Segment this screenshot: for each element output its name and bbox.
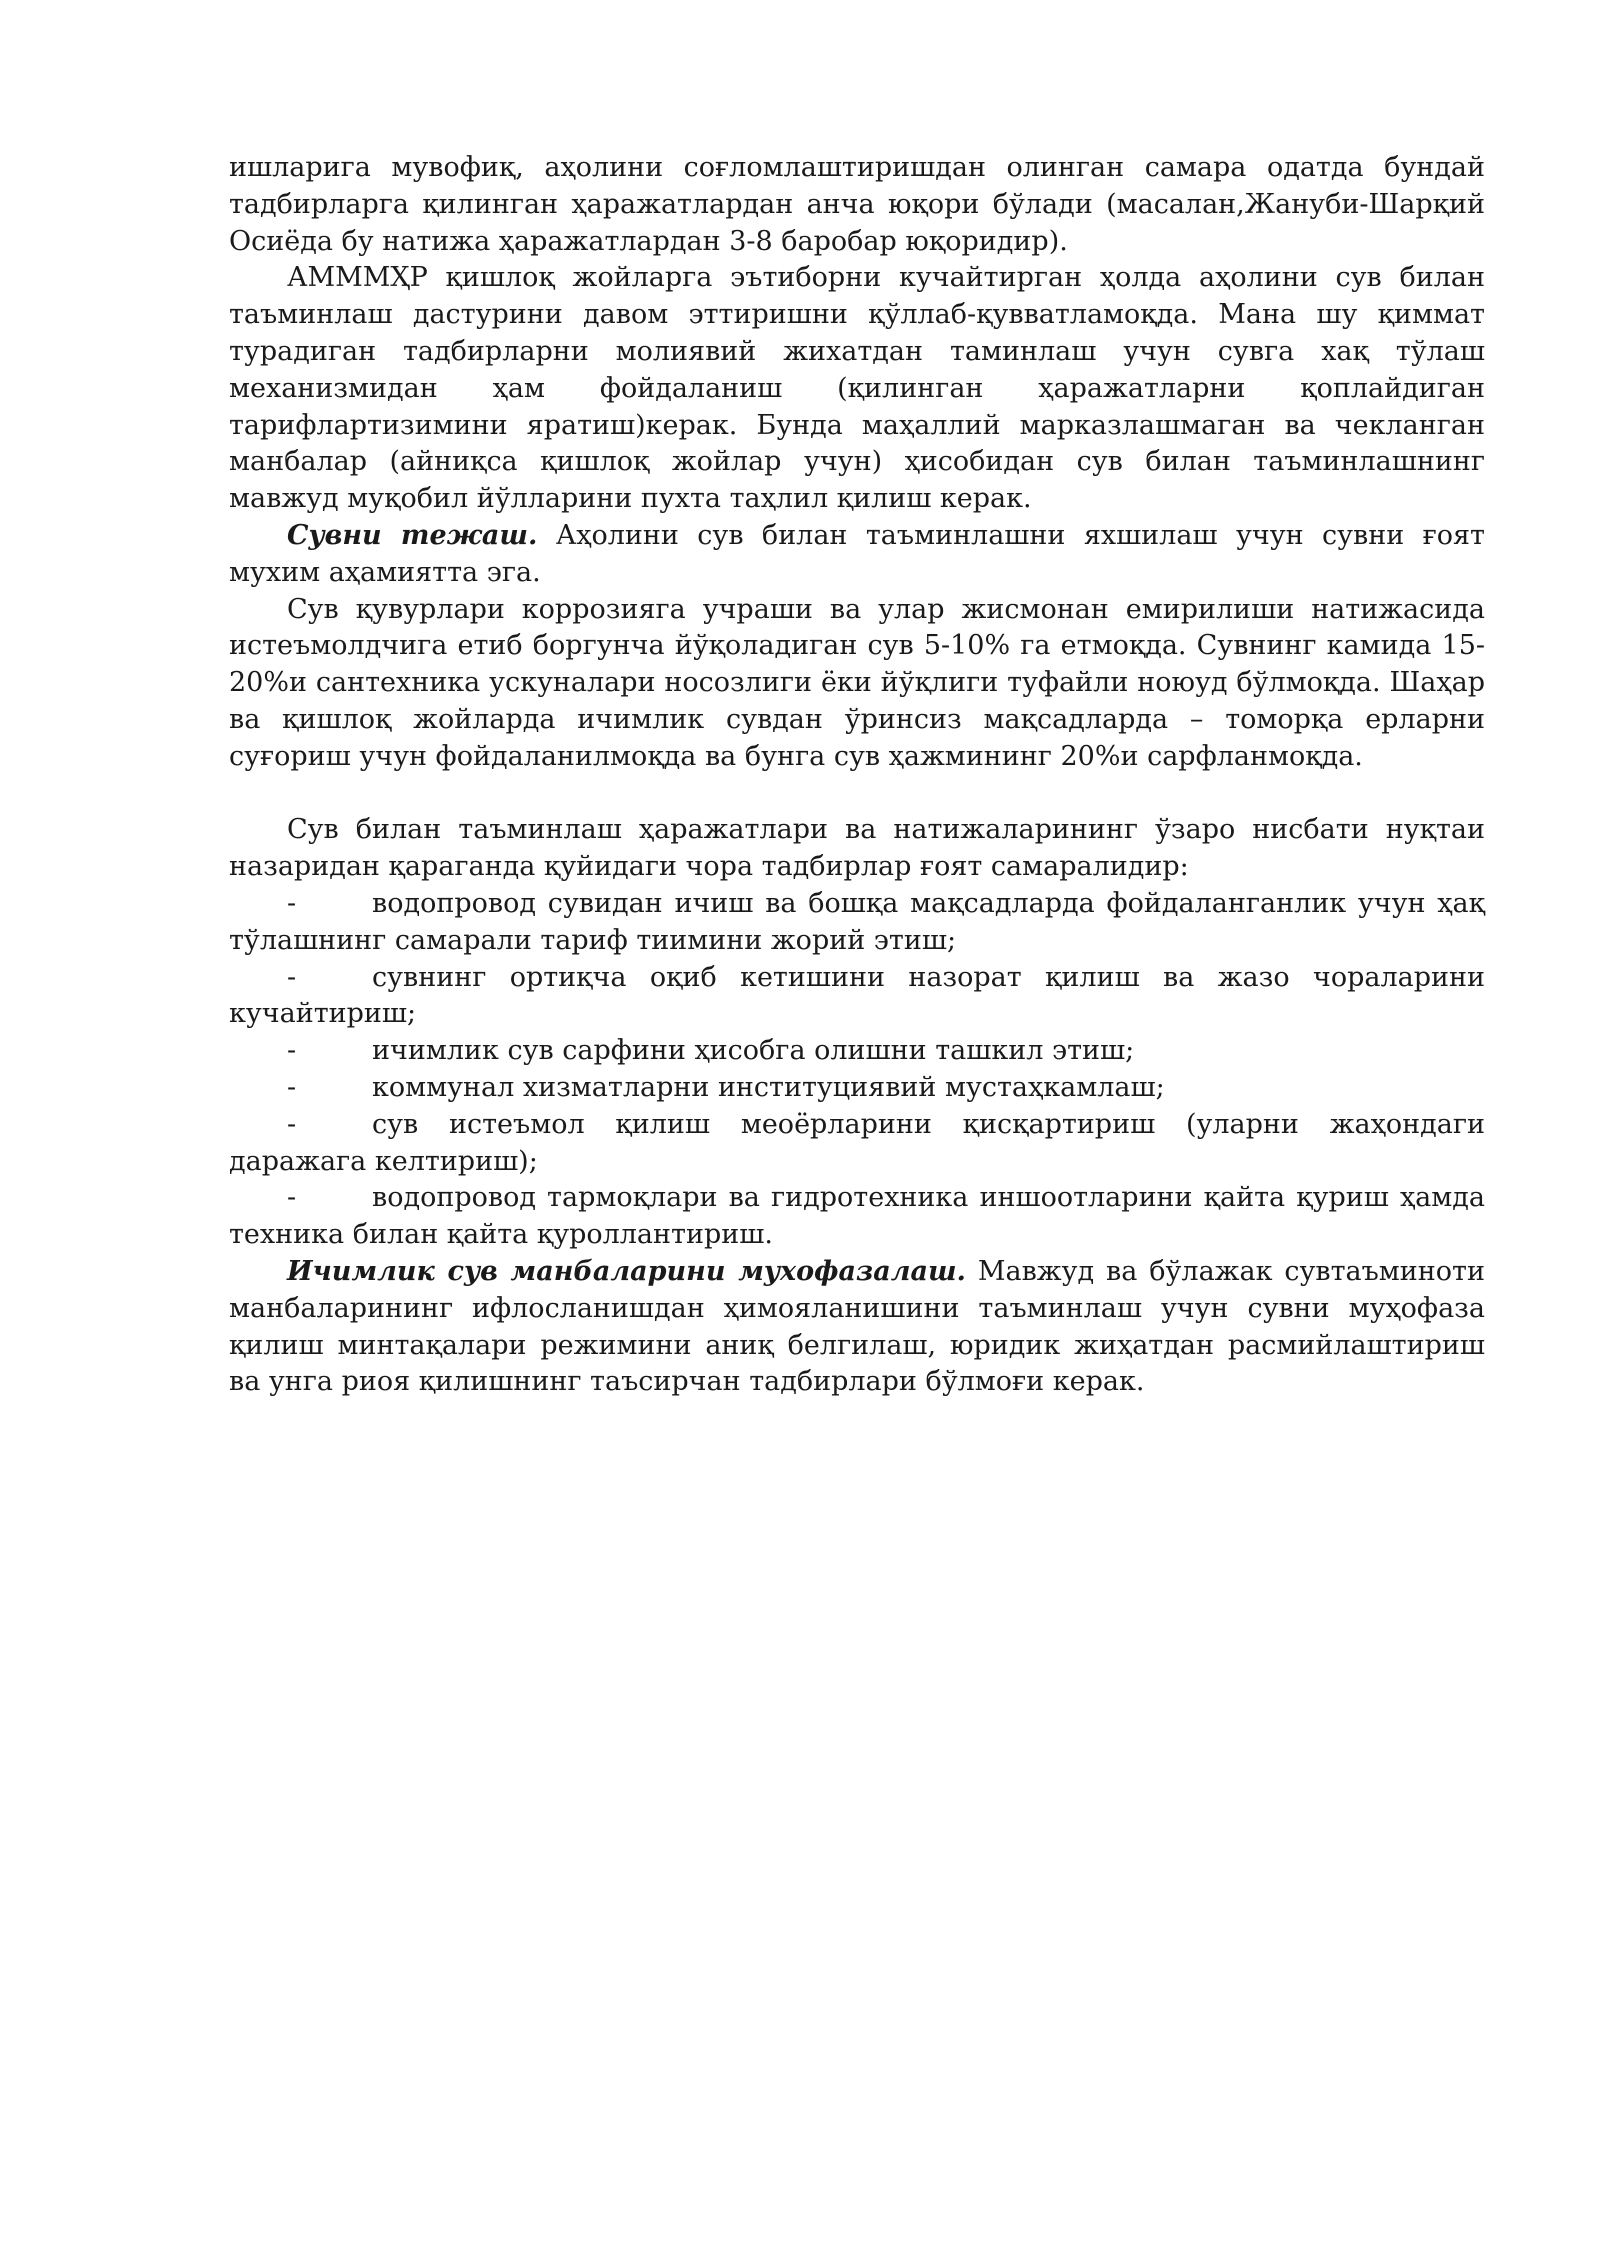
- section-heading-water-saving: Сувни тежаш.: [287, 519, 538, 551]
- list-dash: -: [287, 961, 297, 993]
- paragraph-water-saving: [229, 518, 1485, 592]
- paragraph-drinking-water-protection-text: Мавжуд ва бўлажак сувтаъминоти манбаларининг ифлосланишдан ҳимояланишини таъминлаш учун сувни муҳофаза қилиш минтақалари режимини аниқ белгилаш, юридик жиҳатдан расмийлаштириш ва унга риоя қилишнинг таъсирчан тадбирлари бўлмоғи керак.: [229, 1255, 1485, 1398]
- paragraph-1: ишларига мувофиқ, аҳолини соғломлаштиришдан олинган самара одатда бундай тадбирларга қилинган ҳаражатлардан анча юқори бўлади (масалан,Жануби-Шарқий Осиёда бу натижа ҳаражатлардан 3-8 баробар юқоридир).: [229, 152, 1485, 257]
- section-heading-drinking-water-protection: Ичимлик сув манбаларини мухофазалаш.: [287, 1255, 966, 1287]
- paragraph-drinking-water-protection: [229, 1254, 1485, 1401]
- list-item-text: сувнинг ортиқча оқиб кетишини назорат қилиш ва жазо чораларини кучайтириш;: [229, 961, 1485, 1030]
- paragraph-2: АММMҲР қишлоқ жойларга эътиборни кучайтирган ҳолда аҳолини сув билан таъминлаш дастурини давом эттиришни қўллаб-қувватламоқда. Мана шу қиммат турадиган тадбирларни молиявий жихатдан таминлаш учун сувга хақ тўлаш механизмидан ҳам фойдаланиш (қилинган ҳаражатларни қоплайдиган тарифлартизимини яратиш)керак. Бунда маҳаллий марказлашмаган ва чекланган манбалар (айниқса қишлоқ жойлар учун) ҳисобидан сув билан таъминлашнинг мавжуд муқобил йўлларини пухта таҳлил қилиш керак.: [229, 262, 1485, 515]
- paragraph-water-saving-text: Аҳолини сув билан таъминлашни яхшилаш учун сувни ғоят мухим аҳамиятта эга.: [229, 519, 1485, 588]
- list-item: [229, 1107, 1485, 1181]
- list-item: [229, 1070, 1485, 1107]
- list-item-text: ичимлик сув сарфини ҳисобга олишни ташкил этиш;: [372, 1035, 1135, 1067]
- blank-line: [229, 776, 1485, 813]
- list-item-text: коммунал хизматларни институциявий мустаҳкамлаш;: [372, 1071, 1165, 1103]
- document-page: [229, 150, 1485, 1401]
- list-item: [229, 960, 1485, 1034]
- paragraph-4: Сув қувурлари коррозияга учраши ва улар жисмонан емирилиши натижасида истеъмолдчига етиб боргунча йўқоладиган сув 5-10% га етмоқда. Сувнинг камида 15-20%и сантехника ускуналари носозлиги ёки йўқлиги туфайли ноюуд бўлмоқда. Шаҳар ва қишлоқ жойларда ичимлик сувдан ўринсиз мақсадларда – томорқа ерларни суғориш учун фойдаланилмоқда ва бунга сув ҳажмининг 20%и сарфланмоқда.: [229, 593, 1485, 772]
- list-item-text: сув истеъмол қилиш меоёрларини қисқартириш (уларни жаҳондаги даражага келтириш);: [229, 1108, 1485, 1177]
- list-item: [229, 1033, 1485, 1070]
- list-dash: -: [287, 1071, 297, 1103]
- list-dash: -: [287, 1182, 297, 1214]
- list-item: [229, 886, 1485, 960]
- list-dash: -: [287, 887, 297, 919]
- list-dash: -: [287, 1035, 297, 1067]
- list-item: [229, 1180, 1485, 1254]
- list-item-text: водопровод сувидан ичиш ва бошқа мақсадларда фойдаланганлик учун ҳақ тўлашнинг самарали тариф тиимини жорий этиш;: [229, 887, 1485, 956]
- measures-list: [229, 886, 1485, 1254]
- list-item-text: водопровод тармоқлари ва гидротехника иншоотларини қайта қуриш ҳамда техника билан қайта қуроллантириш.: [229, 1182, 1485, 1251]
- paragraph-5: Сув билан таъминлаш ҳаражатлари ва натижаларининг ўзаро нисбати нуқтаи назаридан қараганда қуйидаги чора тадбирлар ғоят самаралидир:: [229, 814, 1485, 883]
- list-dash: -: [287, 1108, 297, 1140]
